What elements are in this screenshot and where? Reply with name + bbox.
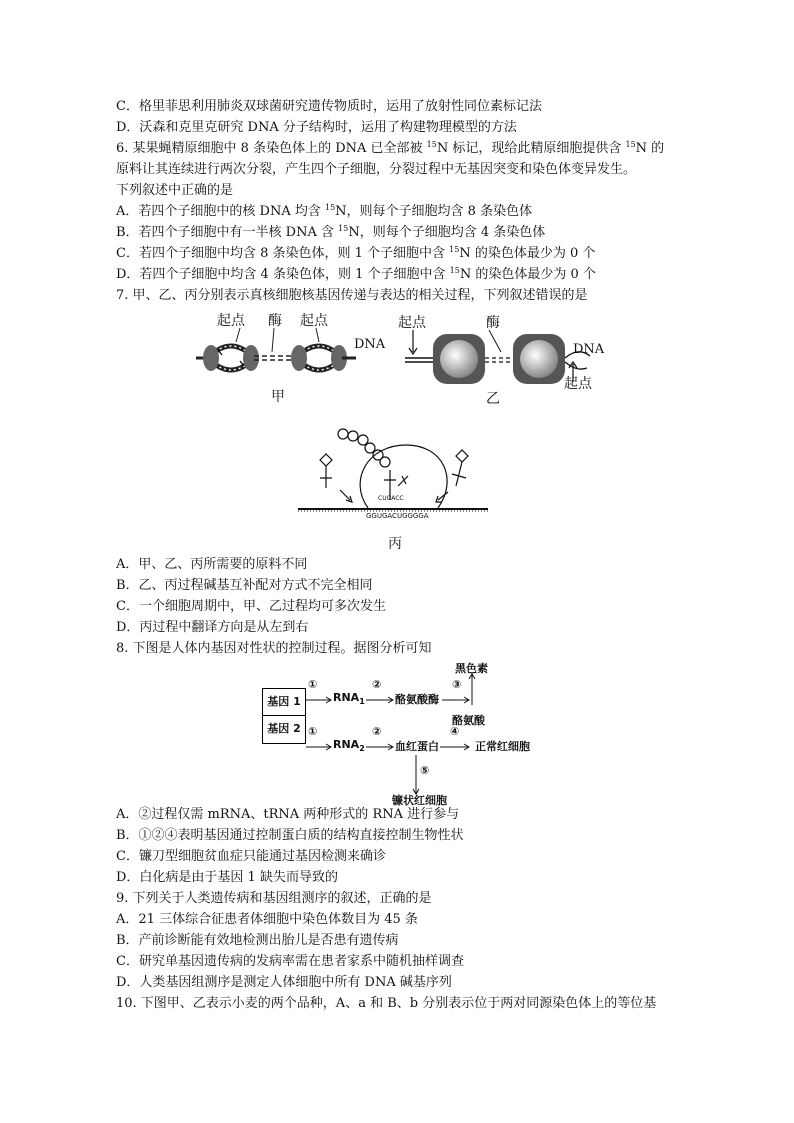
- question-6-prompt: 下列叙述中正确的是: [116, 183, 234, 198]
- q7-option-c: C．一个细胞周期中，甲、乙过程均可多次发生: [116, 599, 386, 614]
- fig8-rna1: $RNA_1$: [333, 691, 365, 707]
- fig7-bing-mrna-sequence: GGUGACUGGGGA: [366, 512, 429, 520]
- fig8-arrows: [300, 655, 550, 810]
- fig7-yi-caption: 乙: [486, 391, 500, 407]
- fig8-step-2a: ②: [372, 678, 382, 691]
- fig7-jia-enzyme: 酶: [268, 313, 282, 329]
- fig8-melanin: 黑色素: [455, 662, 488, 675]
- fig7-jia-diagram: [196, 328, 356, 388]
- q8-option-c: C．镰刀型细胞贫血症只能通过基因检测来确诊: [116, 849, 386, 864]
- fig7-yi-enzyme: 酶: [486, 315, 500, 331]
- q8-option-d: D．白化病是由于基因 1 缺失而导致的: [116, 870, 338, 885]
- fig8-step-4: ④: [450, 725, 460, 738]
- fig8-step-5: ⑤: [420, 764, 430, 777]
- fig8-step-1a: ①: [308, 678, 318, 691]
- fig8-step-1b: ①: [308, 725, 318, 738]
- q6-option-b: B．若四个子细胞中有一半核 DNA 含 $^{15}$N，则每个子细胞均含 4 条染色体: [116, 224, 546, 240]
- fig7-yi-origin-left: 起点: [398, 315, 426, 331]
- q6-option-a: A．若四个子细胞中的核 DNA 均含 $^{15}$N，则每个子细胞均含 8 条染色体: [116, 203, 533, 219]
- fig7-jia-dna-label: DNA: [354, 337, 386, 352]
- fig7-bing-caption: 丙: [388, 536, 402, 552]
- fig7-jia-origin-1: 起点: [217, 313, 245, 329]
- q6-option-d: D．若四个子细胞中均含 4 条染色体，则 1 个子细胞中含 $^{15}$N 的染色体最少为 0 个: [116, 266, 596, 282]
- question-10-stem: 10. 下图甲、乙表示小麦的两个品种，A、a 和 B、b 分别表示位于两对同源染色体上的等位基: [116, 996, 657, 1011]
- fig8-sickle-rbc: 镰状红细胞: [392, 794, 447, 807]
- fig8-tyrosine: 酪氨酸: [452, 714, 485, 727]
- q7-option-a: A．甲、乙、丙所需要的原料不同: [116, 557, 308, 572]
- fig8-step-3: ③: [452, 678, 462, 691]
- option-c-griffith: C．格里菲思利用肺炎双球菌研究遗传物质时，运用了放射性同位素标记法: [116, 99, 542, 114]
- q6-option-c: C．若四个子细胞中均含 8 条染色体，则 1 个子细胞中含 $^{15}$N 的染色体最少为 0 个: [116, 245, 596, 261]
- q9-option-b: B．产前诊断能有效地检测出胎儿是否患有遗传病: [116, 933, 399, 948]
- question-9-stem: 9. 下列关于人类遗传病和基因组测序的叙述，正确的是: [116, 891, 432, 906]
- fig8-hemoglobin: 血红蛋白: [395, 740, 439, 753]
- q7-option-d: D．丙过程中翻译方向是从左到右: [116, 620, 309, 635]
- fig7-yi-dna-label: DNA: [573, 342, 605, 357]
- question-7-stem: 7. 甲、乙、丙分别表示真核细胞核基因传递与表达的相关过程，下列叙述错误的是: [116, 288, 588, 303]
- fig8-step-2b: ②: [372, 725, 382, 738]
- question-8-stem: 8. 下图是人体内基因对性状的控制过程。据图分析可知: [116, 641, 432, 656]
- fig7-yi-diagram: [405, 330, 590, 390]
- fig7-yi-origin-right: 起点: [564, 376, 592, 392]
- q8-option-b: B．①②④表明基因通过控制蛋白质的结构直接控制生物性状: [116, 828, 464, 843]
- fig7-bing-anticodon: CUGACC: [378, 495, 404, 502]
- q9-option-d: D．人类基因组测序是测定人体细胞中所有 DNA 碱基序列: [116, 975, 452, 990]
- q8-option-a: A．②过程仅需 mRNA、tRNA 两种形式的 RNA 进行参与: [116, 807, 460, 822]
- q9-option-a: A．21 三体综合征患者体细胞中染色体数目为 45 条: [116, 912, 418, 927]
- fig8-gene-1: 基因 1: [267, 695, 301, 708]
- fig7-bing-diagram: [298, 420, 488, 520]
- question-6-stem-line2: 原料让其连续进行两次分裂，产生四个子细胞，分裂过程中无基因突变和染色体变异发生。: [116, 162, 637, 177]
- fig7-jia-caption: 甲: [271, 389, 285, 405]
- question-6-stem: 6. 某果蝇精原细胞中 8 条染色体上的 DNA 已全部被 $^{15}$N 标记，现给此精原细胞提供含 $^{15}$N 的: [116, 140, 665, 156]
- option-d-watson-crick: D．沃森和克里克研究 DNA 分子结构时，运用了构建物理模型的方法: [116, 120, 517, 135]
- fig8-tyrosinase: 酪氨酸酶: [395, 693, 439, 706]
- q9-option-c: C．研究单基因遗传病的发病率需在患者家系中随机抽样调查: [116, 954, 464, 969]
- fig7-jia-origin-2: 起点: [300, 313, 328, 329]
- q7-option-b: B．乙、丙过程碱基互补配对方式不完全相同: [116, 578, 373, 593]
- fig8-rna2: $RNA_2$: [333, 738, 365, 754]
- fig8-gene-2: 基因 2: [263, 715, 305, 742]
- fig8-normal-rbc: 正常红细胞: [475, 740, 530, 753]
